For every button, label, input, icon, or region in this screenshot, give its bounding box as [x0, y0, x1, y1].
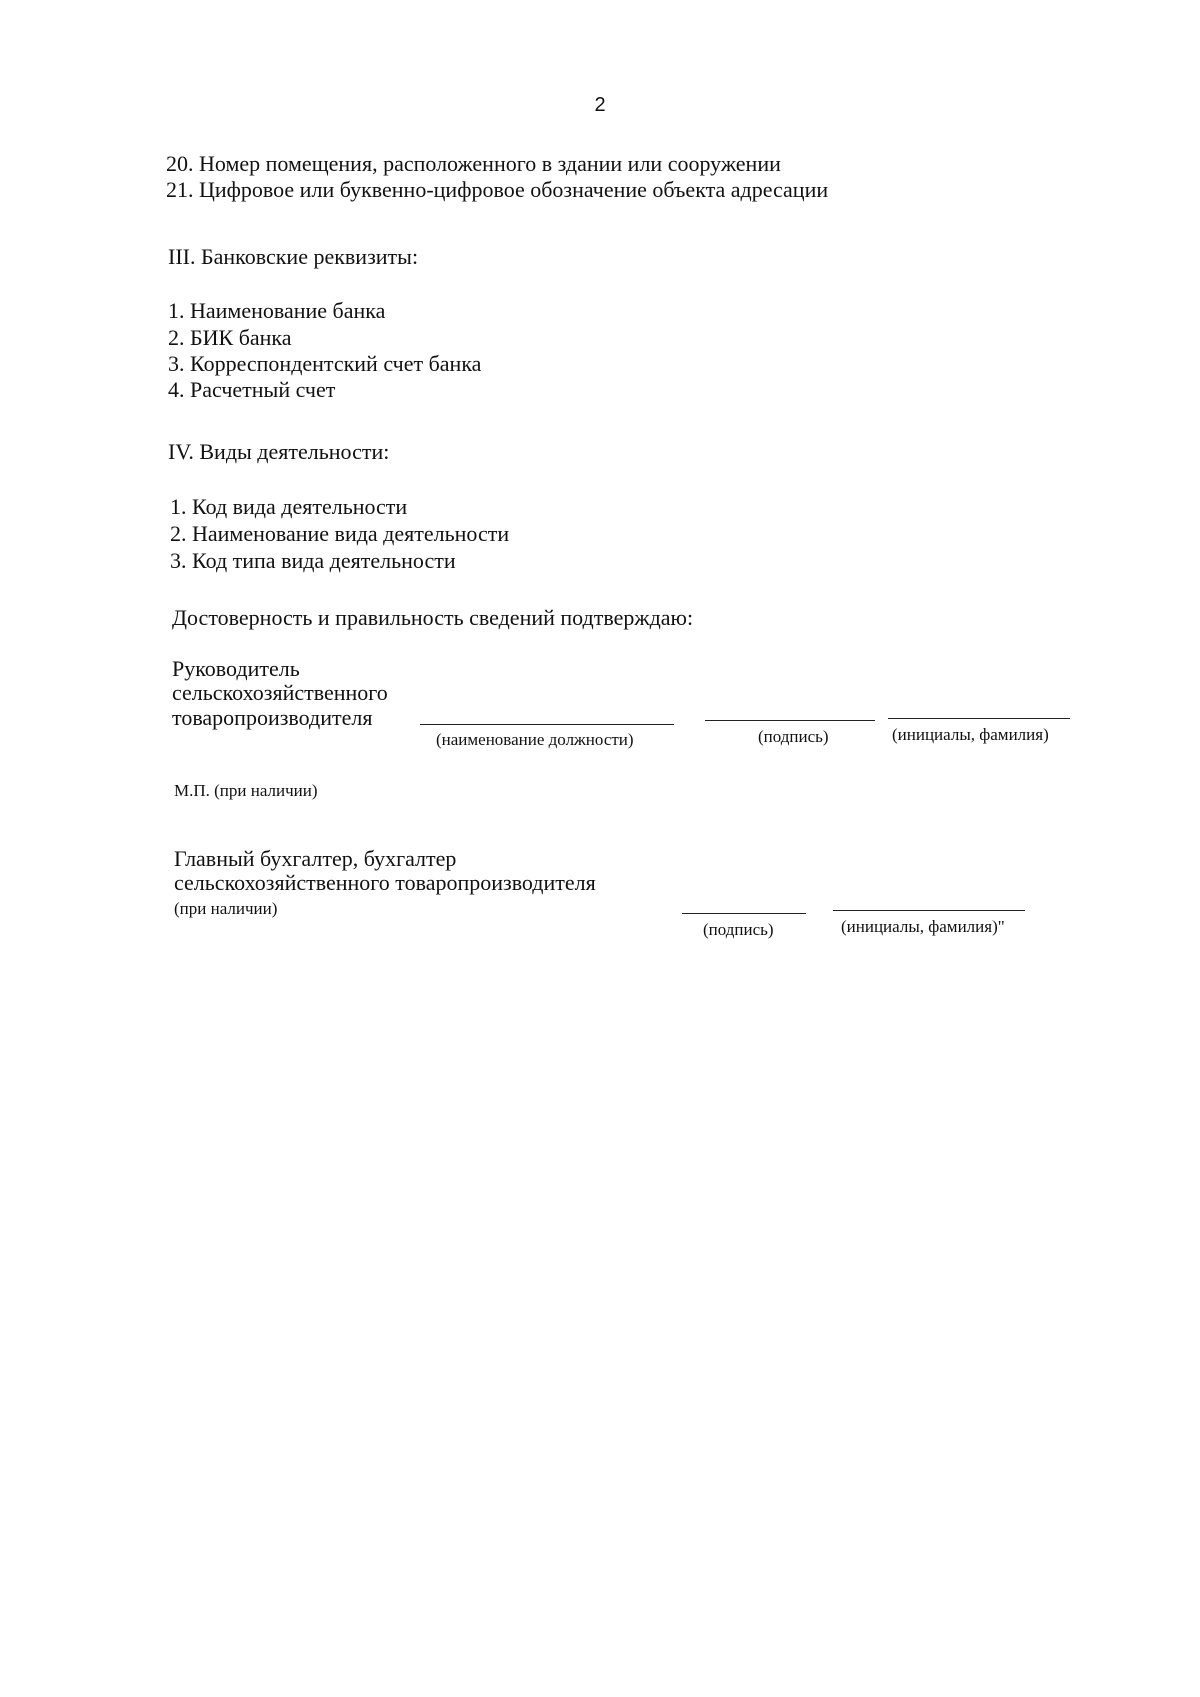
page-number: 2 [594, 94, 606, 116]
list-item-20: 20. Номер помещения, расположенного в здании или сооружении [166, 151, 781, 176]
signature-caption: (подпись) [758, 727, 829, 746]
bank-item-4: 4. Расчетный счет [168, 377, 336, 402]
confirmation-text: Достоверность и правильность сведений подтверждаю: [172, 605, 694, 630]
bank-item-3: 3. Корреспондентский счет банка [168, 351, 482, 376]
accountant-signature-caption: (подпись) [703, 920, 774, 939]
position-signature-line [420, 724, 674, 725]
signature-line [705, 720, 875, 721]
section-iii-heading: III. Банковские реквизиты: [168, 244, 419, 269]
accountant-title-line-2: сельскохозяйственного товаропроизводителя [174, 870, 596, 895]
accountant-name-caption: (инициалы, фамилия)" [841, 917, 1005, 936]
section-iv-heading: IV. Виды деятельности: [168, 439, 390, 464]
activity-item-3: 3. Код типа вида деятельности [170, 548, 456, 573]
accountant-title-line-1: Главный бухгалтер, бухгалтер [174, 846, 457, 871]
stamp-note: М.П. (при наличии) [174, 781, 318, 800]
head-title-line-2: сельскохозяйственного [172, 680, 388, 705]
bank-item-2: 2. БИК банка [168, 325, 292, 350]
head-title-line-1: Руководитель [172, 656, 300, 681]
activity-item-1: 1. Код вида деятельности [170, 494, 408, 519]
name-caption: (инициалы, фамилия) [892, 725, 1049, 744]
name-signature-line [888, 718, 1070, 719]
activity-item-2: 2. Наименование вида деятельности [170, 521, 510, 546]
list-item-21: 21. Цифровое или буквенно-цифровое обозначение объекта адресации [166, 177, 829, 202]
accountant-name-line [833, 910, 1025, 911]
position-caption: (наименование должности) [436, 730, 634, 749]
accountant-signature-line [682, 913, 806, 914]
head-title-line-3: товаропроизводителя [172, 705, 373, 730]
bank-item-1: 1. Наименование банка [168, 298, 386, 323]
accountant-presence-note: (при наличии) [174, 899, 278, 918]
